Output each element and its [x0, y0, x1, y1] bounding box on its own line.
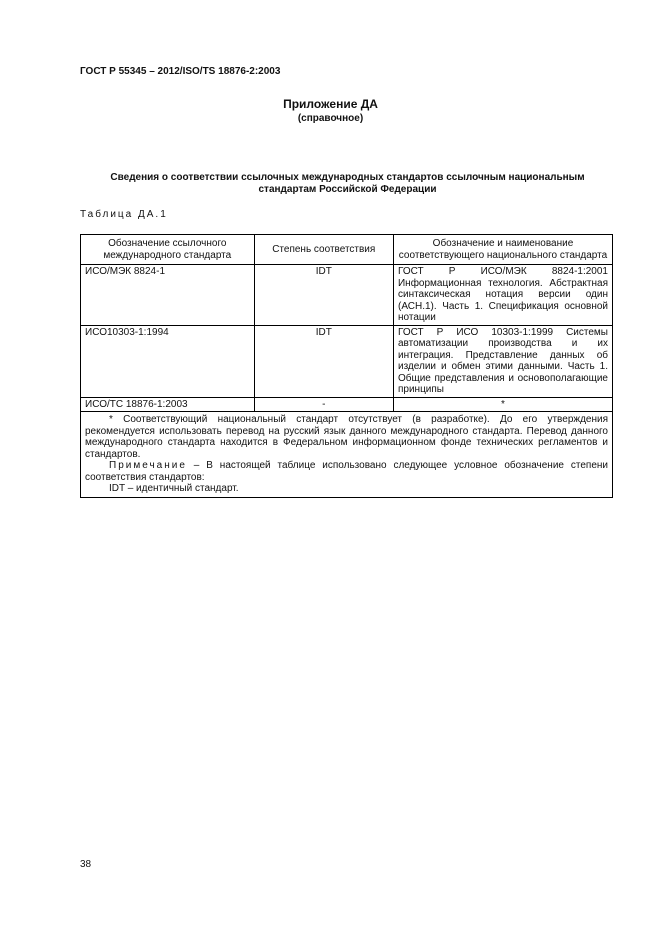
document-code-header: ГОСТ Р 55345 – 2012/ISO/TS 18876-2:2003	[80, 66, 281, 77]
appendix-subtitle: (справочное)	[297, 113, 364, 124]
header-national-standard: Обозначение и наименование соответствующего национального стандарта	[393, 235, 612, 265]
cell-national: ГОСТ Р ИСО/МЭК 8824-1:2001 Информационная технология. Абстрактная синтаксическая нотация версии один (АСН.1). Часть 1. Спецификация основной нотации	[393, 265, 612, 326]
page-number: 38	[80, 859, 92, 870]
cell-degree: -	[254, 397, 393, 412]
table-row	[81, 265, 613, 326]
cell-ref: ИСО10303-1:1994	[81, 325, 255, 397]
section-title-line-2: стандартам Российской Федерации	[258, 184, 437, 195]
cell-ref: ИСО/МЭК 8824-1	[81, 265, 255, 326]
table-row	[81, 325, 613, 397]
note-label: Примечание	[109, 460, 187, 471]
note-text: – В настоящей таблице использовано следующее условное обозначение степени соответствия стандартов:	[85, 460, 608, 483]
section-title	[80, 172, 615, 196]
section-title-line-1: Сведения о соответствии ссылочных международных стандартов ссылочным национальным	[110, 172, 585, 183]
cell-national: ГОСТ Р ИСО 10303-1:1999 Системы автоматизации производства и их интеграция. Представление данных об изделии и обмен этими данными. Часть 1. Общие представления и основополагающие принципы	[393, 325, 612, 397]
cell-national: *	[393, 397, 612, 412]
cell-degree: IDT	[254, 265, 393, 326]
cell-ref: ИСО/ТС 18876-1:2003	[81, 397, 255, 412]
header-degree: Степень соответствия	[254, 235, 393, 265]
table-label: Таблица ДА.1	[80, 209, 168, 220]
footnote-note	[85, 460, 608, 483]
cell-degree: IDT	[254, 325, 393, 397]
table-row	[81, 397, 613, 412]
footnote-idt-line: IDT – идентичный стандарт.	[109, 483, 239, 494]
table-footnote-row	[81, 412, 613, 498]
appendix-title: Приложение ДА	[283, 97, 378, 111]
footnote-star-note: * Соответствующий национальный стандарт отсутствует (в разработке). До его утверждения рекомендуется использовать перевод на русский язык данного международного стандарта. Перевод данного международного стандарта находится в Федеральном информационном фонде технических регламентов и стандартов.	[85, 414, 608, 460]
table-footnote	[81, 412, 613, 498]
header-ref-standard: Обозначение ссылочного международного стандарта	[81, 235, 255, 265]
correspondence-table	[80, 234, 613, 498]
table-header-row	[81, 235, 613, 265]
